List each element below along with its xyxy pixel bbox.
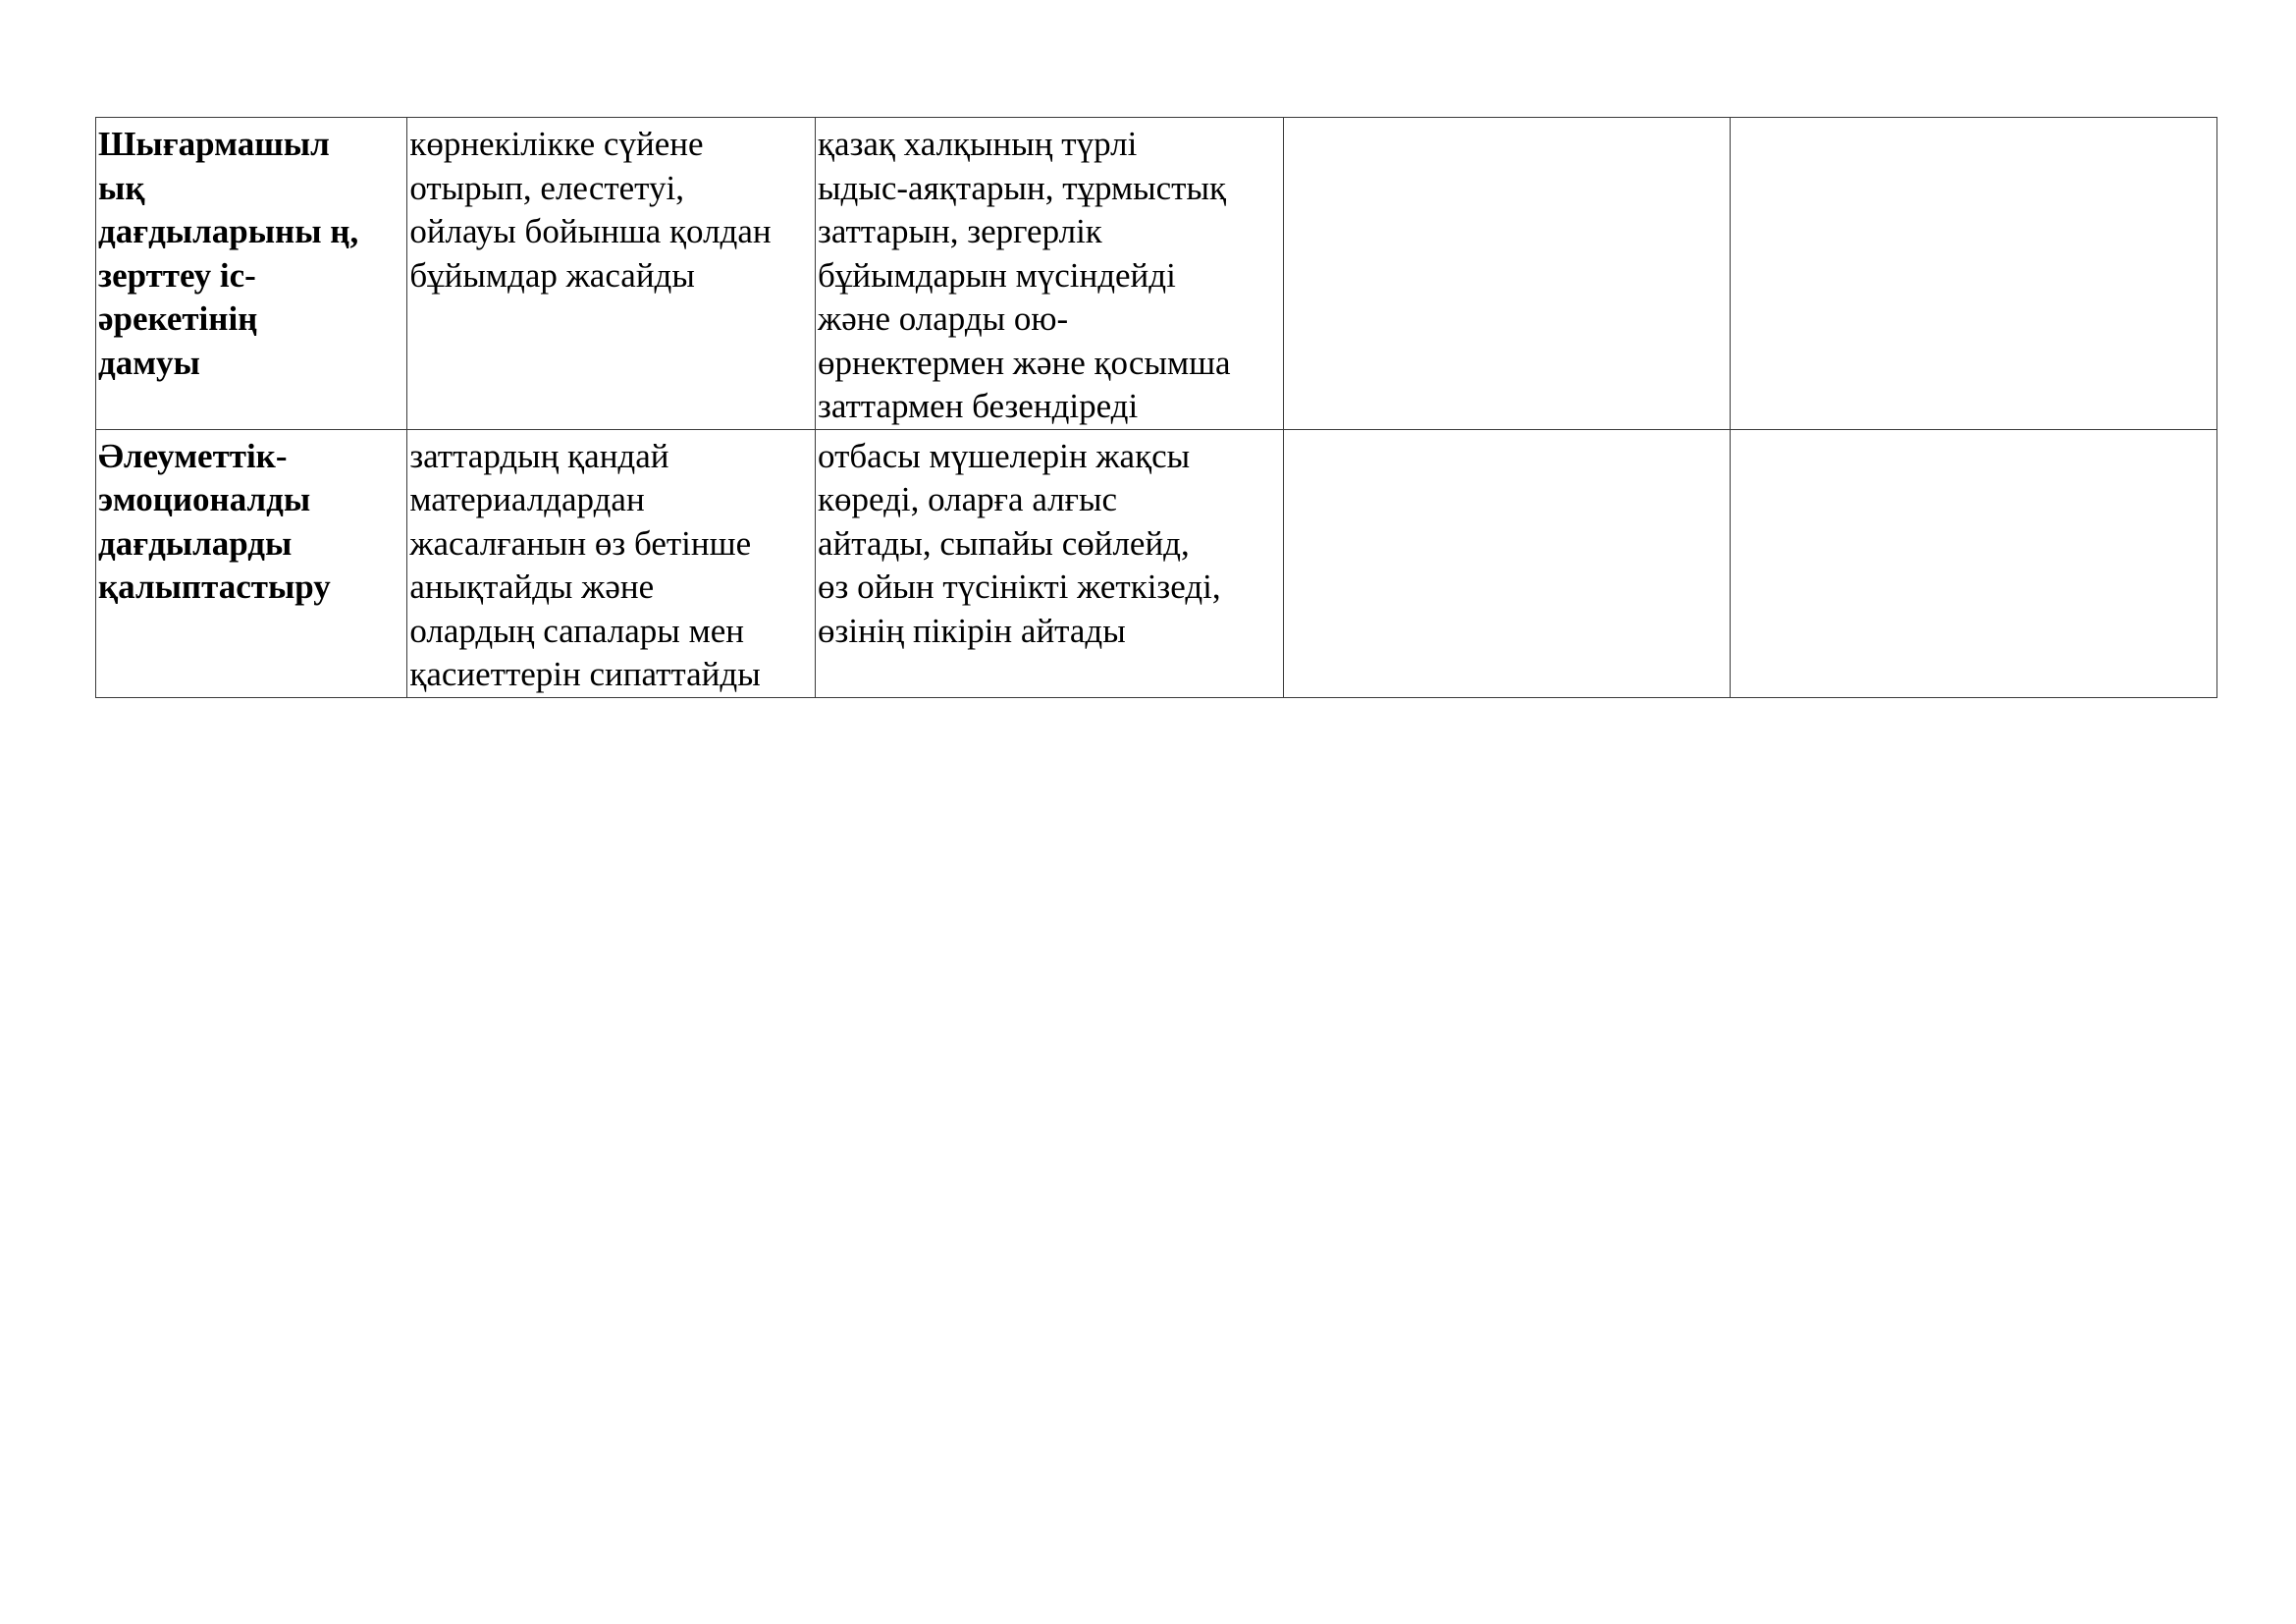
row-header-line: Шығармашыл <box>98 125 330 163</box>
cell-line: бұйымдарын мүсіндейді <box>818 255 1176 295</box>
cell-line: өзінің пікірін айтады <box>818 611 1126 650</box>
table-cell <box>407 429 816 697</box>
row-header-line: Әлеуметтік- <box>98 436 288 475</box>
empty-cell <box>1284 429 1731 697</box>
cell-line: өз ойын түсінікті жеткізеді, <box>818 568 1221 606</box>
table-cell <box>816 118 1284 430</box>
cell-line: көрнекілікке сүйене <box>409 125 704 163</box>
cell-line: өрнектермен және қосымша <box>818 343 1231 382</box>
cell-line: көреді, оларға алғыс <box>818 480 1118 518</box>
cell-line: ыдыс-аяқтарын, тұрмыстық <box>818 168 1226 207</box>
table-cell <box>816 429 1284 697</box>
cell-line: қасиеттерін сипаттайды <box>409 655 761 693</box>
row-header-line: ық <box>98 168 145 207</box>
cell-line: анықтайды және <box>409 568 655 606</box>
row-header-line: дағдыларды <box>98 523 293 563</box>
table-cell <box>407 118 816 430</box>
row-header-line: әрекетінің <box>98 299 258 338</box>
cell-line: айтады, сыпайы сөйлейд, <box>818 523 1190 563</box>
empty-cell <box>1730 429 2216 697</box>
row-header-cell <box>96 429 407 697</box>
cell-line: бұйымдар жасайды <box>409 255 695 295</box>
row-header-line: қалыптастыру <box>98 568 331 606</box>
table-row <box>96 429 2217 697</box>
row-header-line: зерттеу іс- <box>98 255 256 295</box>
cell-line: жасалғанын өз бетінше <box>409 523 752 563</box>
row-header-line: дағдыларыны ң, <box>98 212 359 250</box>
cell-line: ойлауы бойынша қолдан <box>409 212 772 250</box>
table-row <box>96 118 2217 430</box>
cell-line: заттармен безендіреді <box>818 387 1139 425</box>
empty-cell <box>1284 118 1731 430</box>
cell-line: қазақ халқының түрлі <box>818 125 1138 163</box>
cell-line: олардың сапалары мен <box>409 611 744 650</box>
cell-line: отырып, елестетуі, <box>409 168 684 207</box>
cell-line: отбасы мүшелерін жақсы <box>818 436 1191 475</box>
row-header-line: дамуы <box>98 343 200 382</box>
cell-line: және оларды ою- <box>818 299 1069 338</box>
cell-line: заттарын, зергерлік <box>818 212 1102 250</box>
empty-cell <box>1730 118 2216 430</box>
cell-line: материалдардан <box>409 480 645 518</box>
row-header-line: эмоционалды <box>98 480 311 518</box>
assessment-table <box>95 117 2217 698</box>
cell-line: заттардың қандай <box>409 436 669 475</box>
row-header-cell <box>96 118 407 430</box>
